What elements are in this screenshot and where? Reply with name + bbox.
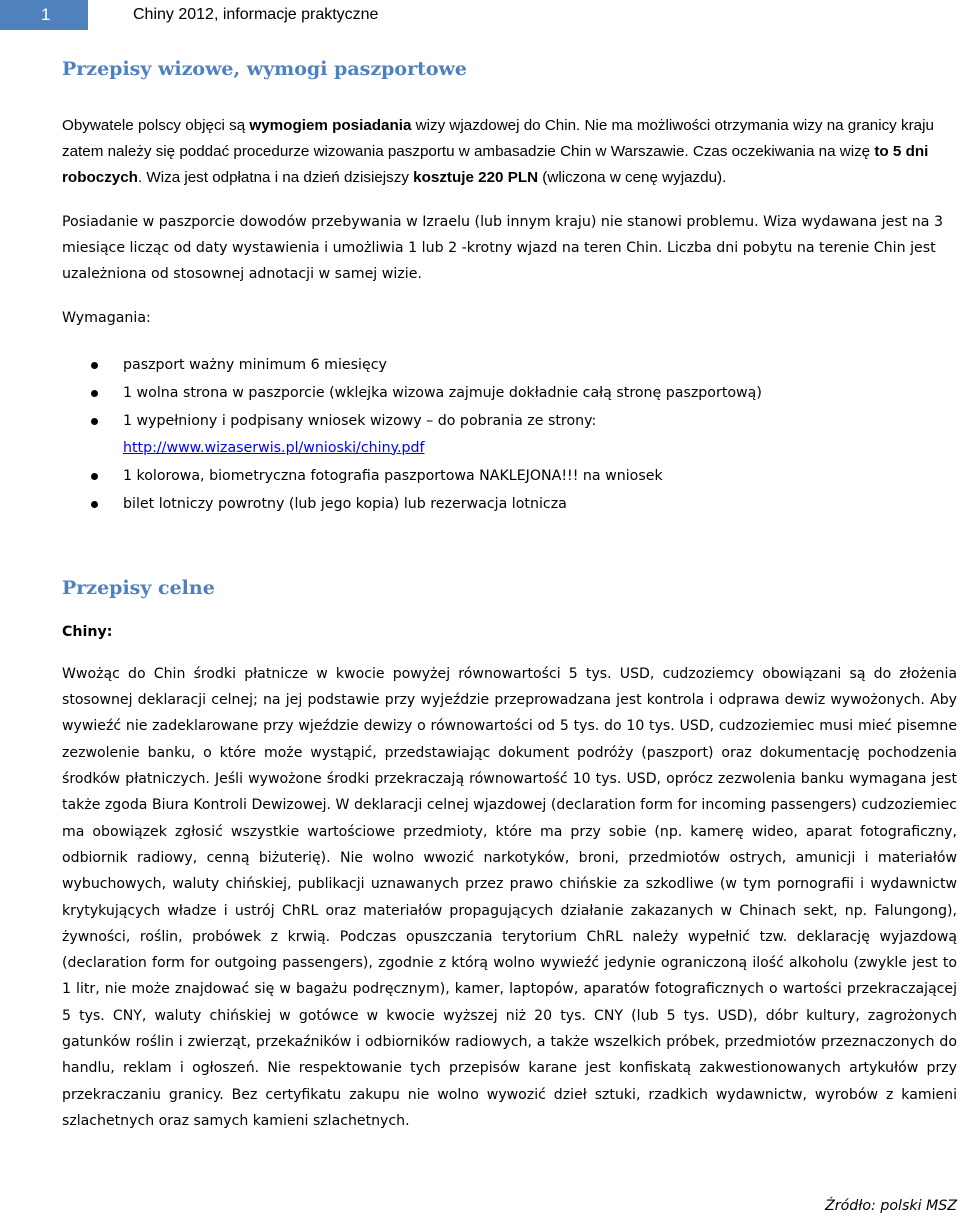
list-item — [62, 463, 957, 489]
source-note: Źródło: polski MSZ — [825, 1198, 957, 1214]
customs-section-heading: Przepisy celne — [62, 576, 215, 599]
visa-paragraph-1 — [62, 113, 957, 192]
bullet-icon — [91, 418, 98, 425]
visa-form-link[interactable]: http://www.wizaserwis.pl/wnioski/chiny.pdf — [123, 439, 425, 456]
visa-p1-bold-3: kosztuje 220 PLN — [413, 169, 539, 187]
document-content — [62, 52, 957, 1134]
bullet-icon — [91, 362, 98, 369]
visa-p1-text-2: wizy wjazdowej do Chin. Nie ma możliwości otrzymania wizy na granicy kraju zatem należy się poddać procedurze wizowania paszportu w ambasadzie Chin w Warszawie. Czas oczekiwania na wizę — [62, 117, 934, 161]
visa-p1-bold-1: wymogiem posiadania — [249, 117, 412, 134]
list-item — [62, 408, 957, 461]
list-item — [62, 352, 957, 378]
list-item — [62, 380, 957, 406]
requirement-text: bilet lotniczy powrotny (lub jego kopia) lub rezerwacja lotnicza — [123, 496, 567, 513]
requirements-label: Wymagania: — [62, 309, 151, 326]
customs-subheading: Chiny: — [62, 623, 113, 640]
bullet-icon — [91, 473, 98, 480]
requirement-text: 1 wolna strona w paszporcie (wklejka wizowa zajmuje dokładnie całą stronę paszportową) — [123, 385, 762, 402]
visa-p1-text-4: (wliczona w cenę wyjazdu). — [538, 169, 727, 187]
requirement-text: 1 wypełniony i podpisany wniosek wizowy – do pobrania ze strony: — [123, 413, 597, 430]
list-item — [62, 491, 957, 517]
requirement-text: 1 kolorowa, biometryczna fotografia paszportowa NAKLEJONA!!! na wniosek — [123, 467, 663, 484]
requirement-text: paszport ważny minimum 6 miesięcy — [123, 356, 387, 373]
page-number-badge — [0, 0, 88, 30]
page-number: 1 — [41, 5, 51, 24]
requirements-list — [62, 352, 957, 518]
bullet-icon — [91, 390, 98, 397]
visa-section-heading: Przepisy wizowe, wymogi paszportowe — [62, 58, 467, 80]
visa-p1-text-1: Obywatele polscy objęci są — [62, 117, 250, 134]
page-header — [0, 0, 960, 30]
header-title: Chiny 2012, informacje praktyczne — [133, 6, 379, 23]
visa-p1-bold-2: to 5 dni roboczych — [62, 143, 929, 187]
visa-paragraph-2: Posiadanie w paszporcie dowodów przebywania w Izraelu (lub innym kraju) nie stanowi problemu. Wiza wydawana jest na 3 miesiące licząc od daty wystawienia i umożliwia 1 lub 2 -krotny wjazd na teren Chin. Liczba dni pobytu na terenie Chin jest uzależniona od stosownej adnotacji w samej wizie. — [62, 213, 944, 283]
visa-p1-text-3: . Wiza jest odpłatna i na dzień dzisiejszy — [137, 169, 414, 187]
customs-body: Wwożąc do Chin środki płatnicze w kwocie powyżej równowartości 5 tys. USD, cudzoziemcy obowiązani są do złożenia stosownej deklaracji celnej; na jej podstawie przy wyjeździe przeprowadzana jest kontrola i odprawa dewiz wywożonych. Aby wywieźć nie zadeklarowane przy wjeździe dewizy o równowartości od 5 tys. do 10 tys. USD, cudzoziemiec musi mieć pisemne zezwolenie banku, o które może wystąpić, przedstawiając dokument podróży (paszport) oraz dokumentację pochodzenia środków płatniczych. Jeśli wywożone środki przekraczają równowartość 10 tys. USD, oprócz zezwolenia banku wymagana jest także zgoda Biura Kontroli Dewizowej. W deklaracji celnej wjazdowej (declaration form for incoming passengers) cudzoziemiec ma obowiązek zgłosić wszystkie wartościowe przedmioty, które ma przy sobie (np. kamerę wideo, aparat fotograficzny, odbiornik radiowy, cenną biżuterię). Nie wolno wwozić narkotyków, broni, przedmiotów ostrych, amunicji i materiałów wybuchowych, waluty chińskiej, publikacji uznawanych przez prawo chińskie za szkodliwe (w tym pornografii i wydawnictw krytykujących władze i ustrój ChRL oraz materiałów propagujących działanie zakazanych w Chinach sekt, np. Falungong), żywności, roślin, probówek z krwią. Podczas opuszczania terytorium ChRL należy wypełnić tzw. deklarację wyjazdową (declaration form for outgoing passengers), zgodnie z którą wolno wywieźć jedynie ograniczoną ilość alkoholu (zwykle jest to 1 litr, nie może znajdować się w bagażu podręcznym), kamer, laptopów, aparatów fotograficznych o wartości przekraczającej 5 tys. CNY, waluty chińskiej w gotówce w kwocie wyższej niż 20 tys. CNY (lub 5 tys. USD), dóbr kultury, zagrożonych gatunków roślin i zwierząt, przekaźników i odbiorników radiowych, a także wszelkich próbek, przedmiotów przeznaczonych do handlu, reklam i ogłoszeń. Nie respektowanie tych przepisów karane jest konfiskatą zakwestionowanych artykułów przy przekraczaniu granicy. Bez certyfikatu zakupu nie wolno wywozić dzieł sztuki, rzadkich wydawnictw, wyrobów z kamieni szlachetnych oraz samych kamieni szlachetnych. — [62, 665, 957, 1129]
bullet-icon — [91, 501, 98, 508]
